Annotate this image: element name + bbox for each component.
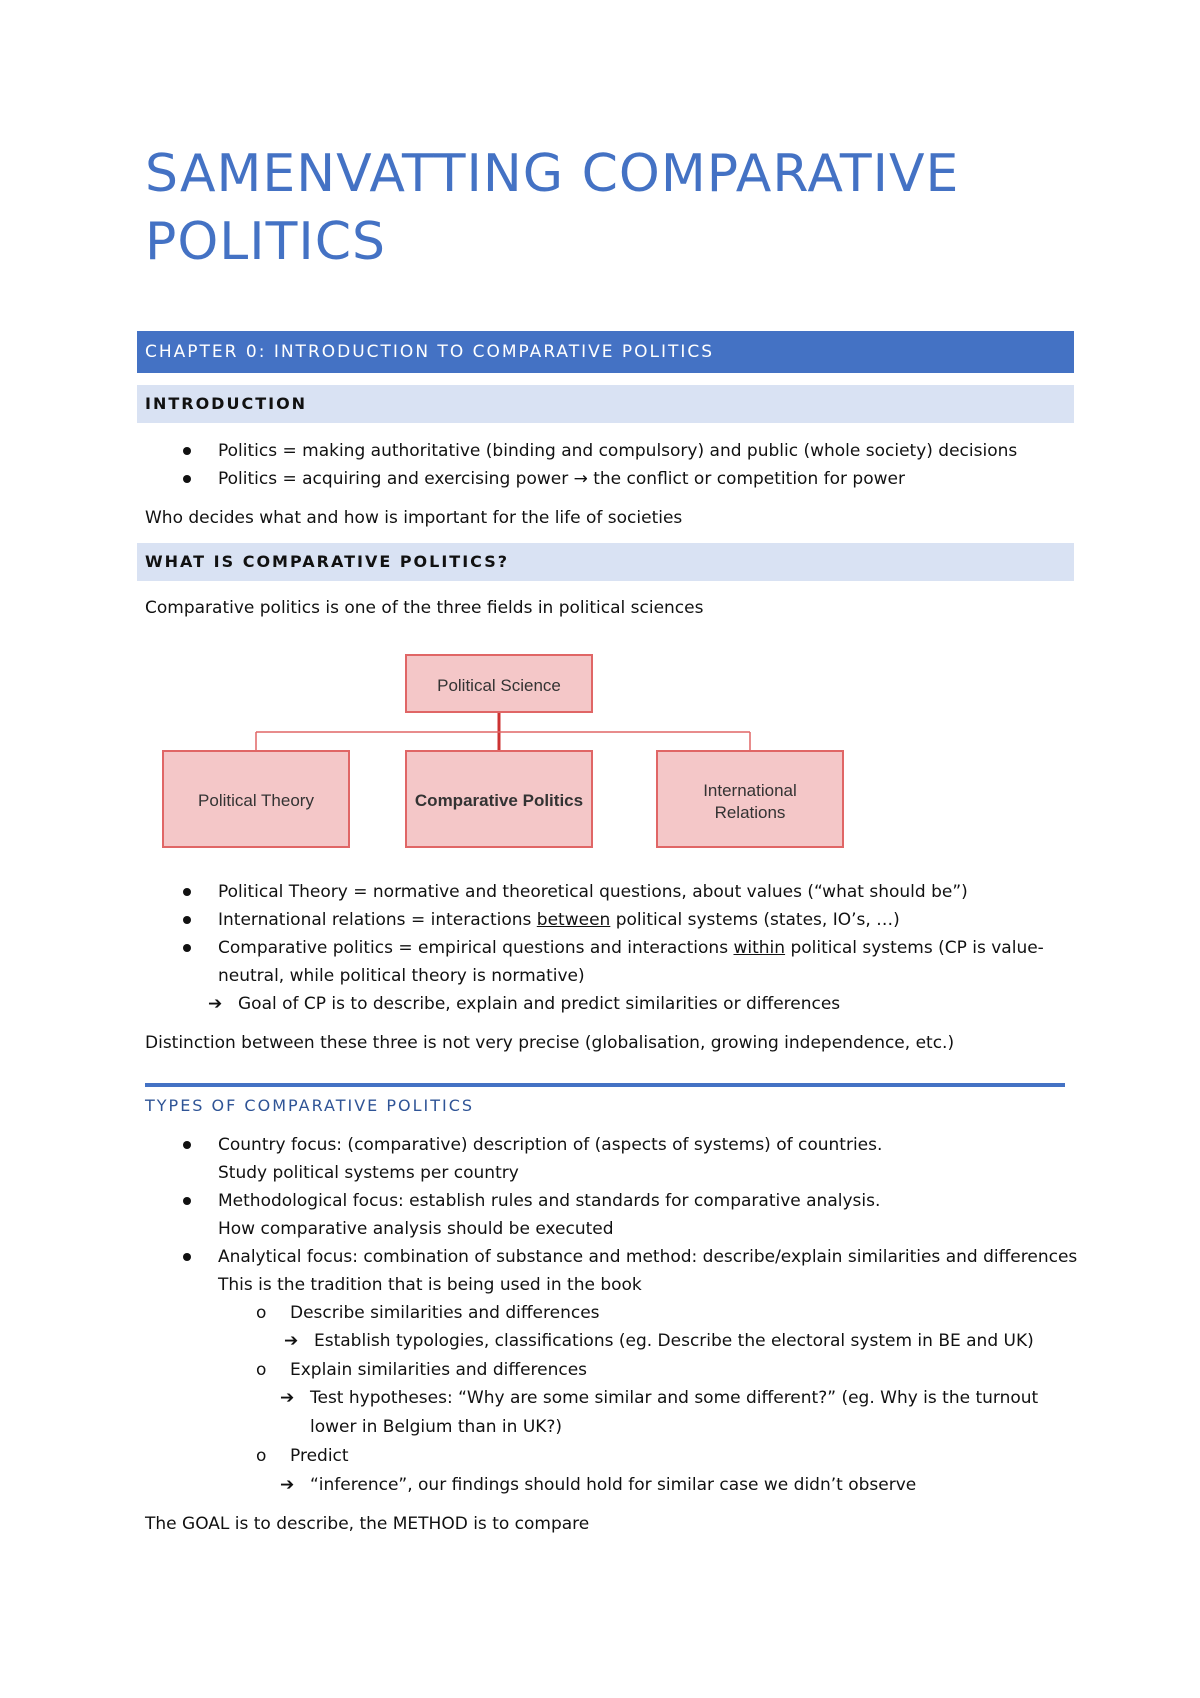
list-item-continuation: neutral, while political theory is normative) [218,966,585,986]
arrow-icon: ➔ [284,1331,299,1351]
arrow-icon: ➔ [280,1475,295,1495]
list-item: Analytical focus: combination of substance and method: describe/explain similarities and differences [218,1243,1077,1271]
list-item: Methodological focus: establish rules and standards for comparative analysis. [218,1187,880,1215]
arrow-item: ➔ Test hypotheses: “Why are some similar and some different?” (eg. Why is the turnout [310,1384,1038,1412]
diagram-connectors [256,712,750,751]
types-heading: TYPES OF COMPARATIVE POLITICS [145,1096,475,1115]
sub-list-item: o Predict [290,1442,349,1470]
paragraph: Comparative politics is one of the three fields in political sciences [145,598,704,618]
title-line-1: SAMENVATTING COMPARATIVE [145,144,960,204]
list-item: Politics = making authoritative (binding and compulsory) and public (whole society) decisions [218,437,1017,465]
diagram-label-right-1: International [703,781,797,800]
list-item: Country focus: (comparative) description of (aspects of systems) of countries. [218,1131,882,1159]
arrow-item-continuation: lower in Belgium than in UK?) [310,1417,563,1437]
diagram-label-right-2: Relations [714,803,786,822]
paragraph: The GOAL is to describe, the METHOD is to compare [145,1514,590,1534]
chapter-heading: CHAPTER 0: INTRODUCTION TO COMPARATIVE POLITICS [137,331,1074,373]
arrow-icon: ➔ [208,994,223,1014]
arrow-item: ➔ “inference”, our findings should hold for similar case we didn’t observe [310,1471,916,1499]
circle-bullet-icon: o [256,1303,267,1323]
list-item-continuation: This is the tradition that is being used in the book [218,1275,642,1295]
title-line-2: POLITICS [145,212,387,272]
list-item-continuation: How comparative analysis should be executed [218,1219,614,1239]
arrow-item: ➔ Goal of CP is to describe, explain and predict similarities or differences [238,990,840,1018]
list-item: Comparative politics = empirical questions and interactions within political systems (CP is value- [218,934,1044,962]
diagram-label-middle: Comparative Politics [414,791,584,810]
list-item: International relations = interactions between political systems (states, IO’s, …) [218,906,900,934]
paragraph: Distinction between these three is not very precise (globalisation, growing independence, etc.) [145,1033,955,1053]
what-is-heading: WHAT IS COMPARATIVE POLITICS? [137,543,1074,581]
bullet-icon [183,916,191,924]
list-item-continuation: Study political systems per country [218,1163,519,1183]
arrow-item: ➔ Establish typologies, classifications (eg. Describe the electoral system in BE and UK) [314,1327,1034,1355]
arrow-icon: ➔ [280,1388,295,1408]
bullet-icon [183,888,191,896]
circle-bullet-icon: o [256,1446,267,1466]
bullet-icon [183,944,191,952]
bullet-icon [183,1253,191,1261]
sub-list-item: o Describe similarities and differences [290,1299,600,1327]
sub-list-item: o Explain similarities and differences [290,1356,587,1384]
circle-bullet-icon: o [256,1360,267,1380]
introduction-heading: INTRODUCTION [137,385,1074,423]
section-rule [145,1083,1065,1087]
bullet-icon [183,1141,191,1149]
diagram-label-left: Political Theory [198,791,314,810]
list-item: Political Theory = normative and theoretical questions, about values (“what should be”) [218,878,968,906]
paragraph: Who decides what and how is important for the life of societies [145,508,683,528]
bullet-icon [183,1197,191,1205]
diagram-label-top: Political Science [437,676,561,695]
list-item: Politics = acquiring and exercising power → the conflict or competition for power [218,465,905,493]
